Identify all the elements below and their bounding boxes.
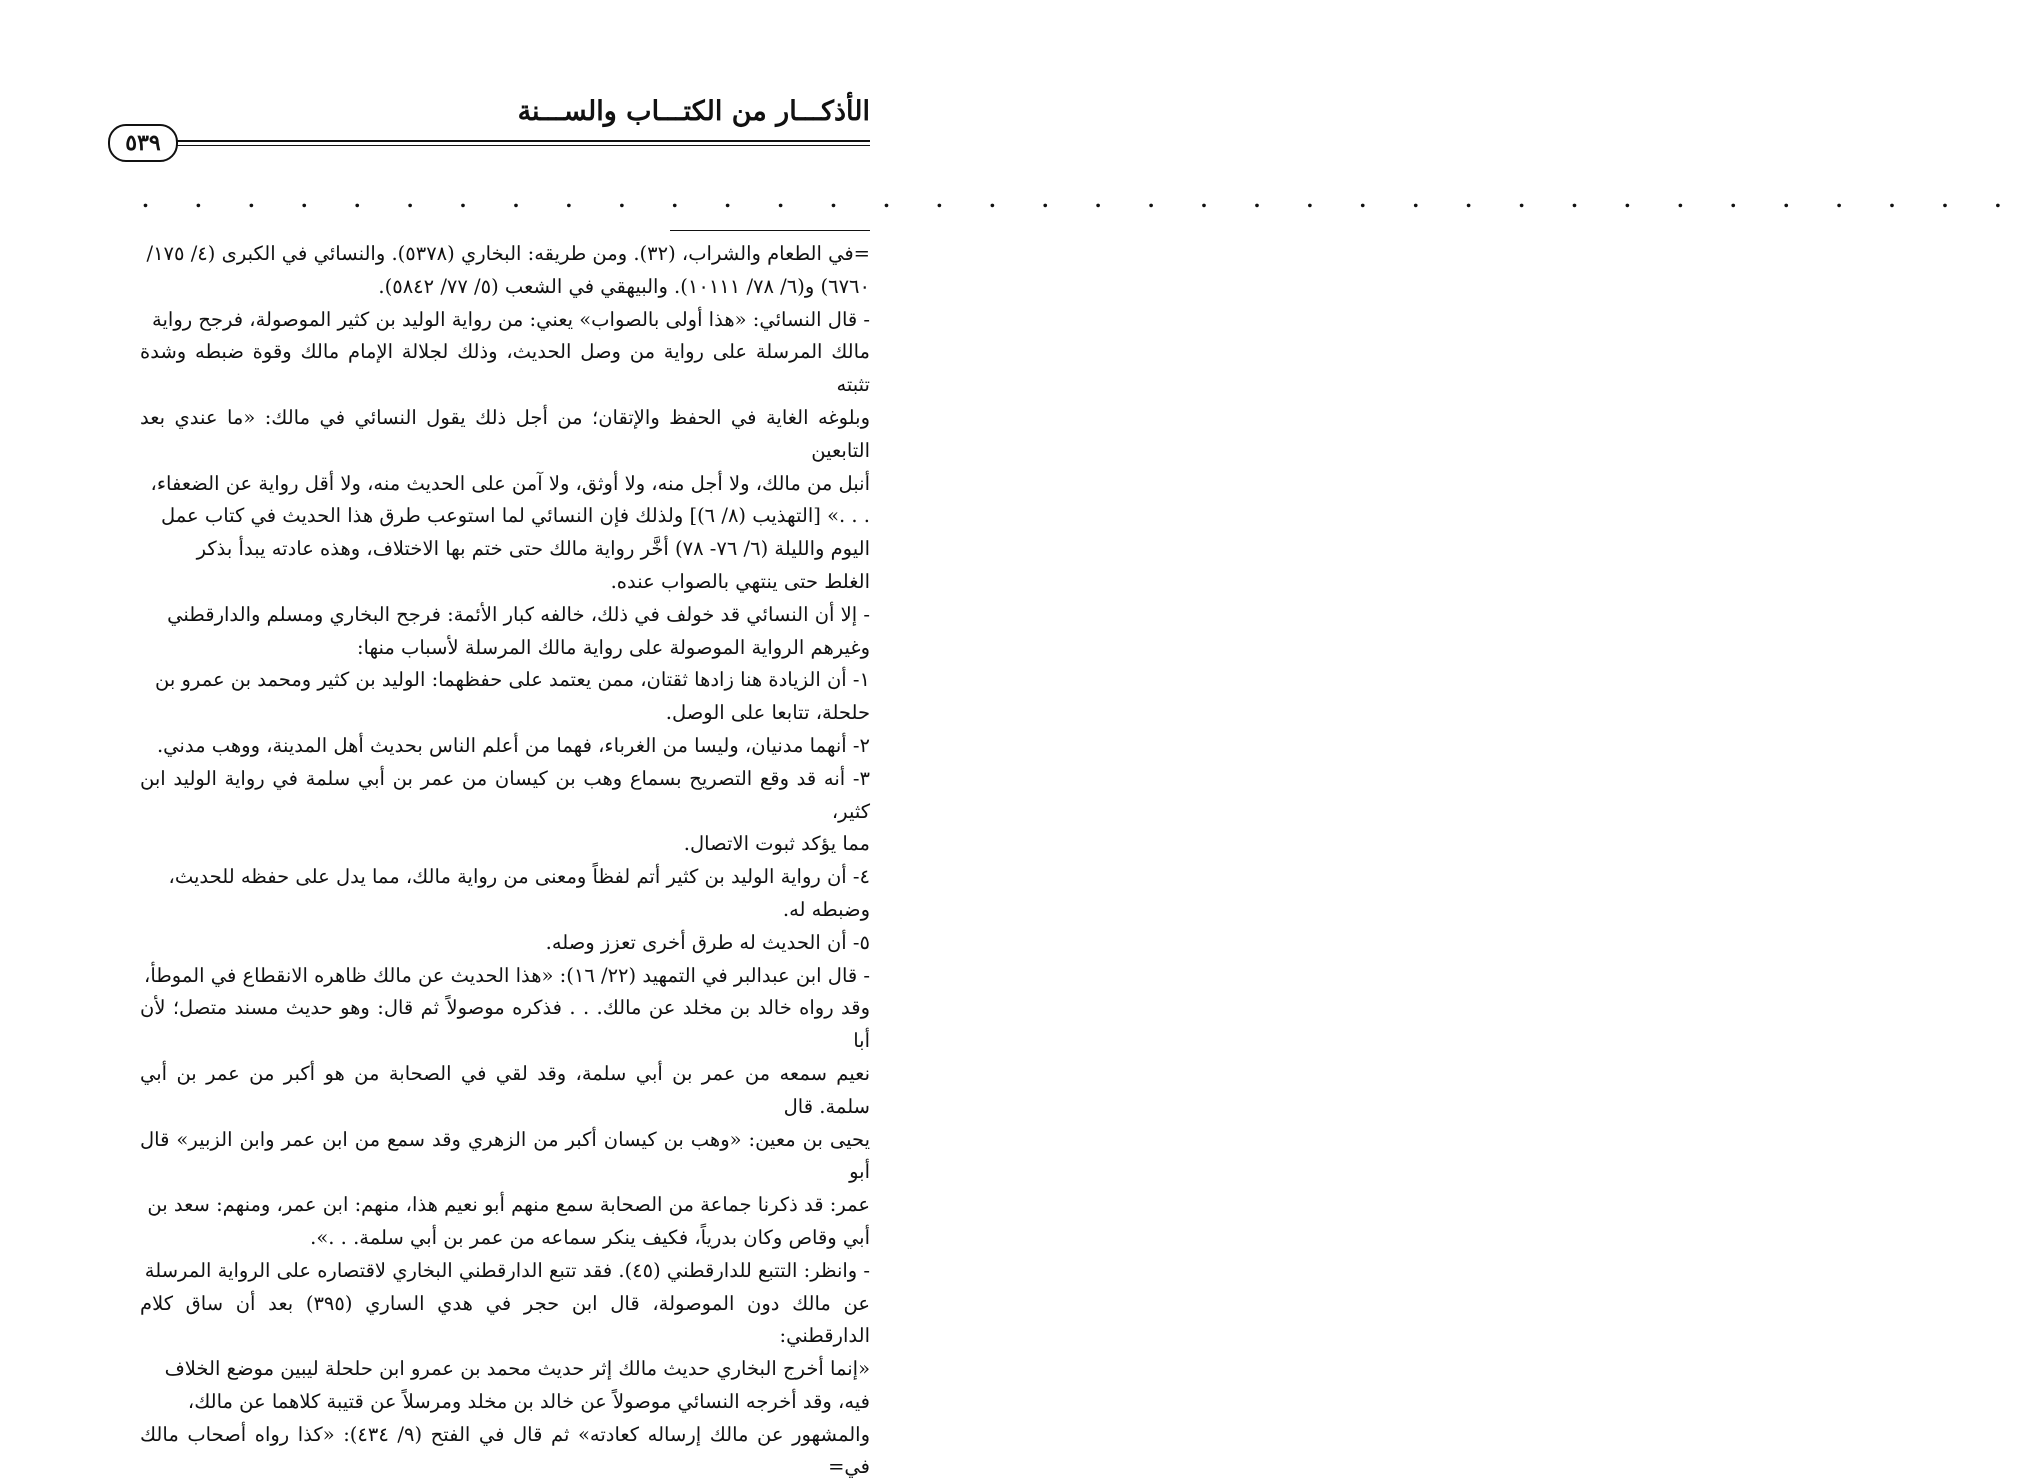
footnote-line: نعيم سمعه من عمر بن أبي سلمة، وقد لقي في الصحابة من هو أكبر من عمر بن أبي سلمة. قال (140, 1061, 870, 1118)
footnote-line: - قال النسائي: «هذا أولى بالصواب» يعني: من رواية الوليد بن كثير الموصولة، فرجح رواية (152, 307, 870, 331)
footnote-text (140, 238, 870, 1484)
header-rule-thick (162, 140, 870, 142)
footnote-line: والمشهور عن مالك إرساله كعادته» ثم قال في الفتح (٩/ ٤٣٤): «كذا رواه أصحاب مالك في= (140, 1422, 870, 1479)
running-title: الأذكـــار من الكتـــاب والســـنة (517, 96, 870, 127)
footnote-line: - وانظر: التتبع للدارقطني (٤٥). فقد تتبع الدارقطني البخاري لاقتصاره على الرواية المرسلة (144, 1258, 870, 1282)
footnote-line: وقد رواه خالد بن مخلد عن مالك. . . فذكره موصولاً ثم قال: وهو حديث مسند متصل؛ لأن أبا (140, 996, 870, 1053)
separator-dots: . . . . . . . . . . . . . . . . . . . . . . . . . . . . . . . . . . . . (142, 188, 2021, 212)
footnote-line: أنبل من مالك، ولا أجل منه، ولا أوثق، ولا آمن على الحديث منه، ولا أقل رواية عن الضعفاء، (150, 471, 870, 495)
footnote-line: - إلا أن النسائي قد خولف في ذلك، خالفه كبار الأئمة: فرجح البخاري ومسلم والدارقطني (167, 602, 870, 626)
header-rule-thin (162, 145, 870, 146)
footnote-line: ٤- أن رواية الوليد بن كثير أتم لفظاً ومعنى من رواية مالك، مما يدل على حفظه للحديث، (168, 865, 870, 889)
footnote-line: مما يؤكد ثبوت الاتصال. (683, 832, 870, 856)
footnote-line: أبي وقاص وكان بدرياً، فكيف ينكر سماعه من عمر بن أبي سلمة. . .». (310, 1225, 870, 1249)
footnote-line: ٥- أن الحديث له طرق أخرى تعزز وصله. (545, 930, 870, 954)
footnote-line: وغيرهم الرواية الموصولة على رواية مالك المرسلة لأسباب منها: (356, 635, 870, 659)
footnote-line: ٦٧٦٠) و(٦/ ٧٨/ ١٠١١١). والبيهقي في الشعب (٥/ ٧٧/ ٥٨٤٢). (378, 274, 870, 298)
footnote-line: يحيى بن معين: «وهب بن كيسان أكبر من الزهري وقد سمع من ابن عمر وابن الزبير» قال أبو (140, 1127, 870, 1184)
footnote-line: . . .» [التهذيب (٨/ ٦)] ولذلك فإن النسائي لما استوعب طرق هذا الحديث في كتاب عمل (160, 504, 870, 528)
footnote-line: «إنما أخرج البخاري حديث مالك إثر حديث محمد بن عمرو ابن حلحلة ليبين موضع الخلاف (164, 1357, 870, 1381)
footnote-line: عمر: قد ذكرنا جماعة من الصحابة سمع منهم أبو نعيم هذا، منهم: ابن عمر، ومنهم: سعد بن (147, 1193, 870, 1217)
footnote-line: وبلوغه الغاية في الحفظ والإتقان؛ من أجل ذلك يقول النسائي في مالك: «ما عندي بعد التابعين (140, 405, 870, 462)
footnote-line: حلحلة، تتابعا على الوصل. (665, 701, 870, 725)
header-rule (162, 140, 870, 148)
footnote-line: الغلط حتى ينتهي بالصواب عنده. (610, 569, 870, 593)
footnote-line: مالك المرسلة على رواية من وصل الحديث، وذلك لجلالة الإمام مالك وقوة ضبطه وشدة تثبته (140, 340, 870, 397)
footnote-line: وضبطه له. (782, 897, 870, 921)
page-number: ٥٣٩ (108, 124, 178, 162)
footnote-line: ٣- أنه قد وقع التصريح بسماع وهب بن كيسان من عمر بن أبي سلمة في رواية الوليد ابن كثير، (140, 766, 870, 823)
footnote-line: - قال ابن عبدالبر في التمهيد (٢٢/ ١٦): «هذا الحديث عن مالك ظاهره الانقطاع في الموطأ، (144, 963, 870, 987)
footnote-line: =في الطعام والشراب، (٣٢). ومن طريقه: البخاري (٥٣٧٨). والنسائي في الكبرى (٤/ ١٧٥/ (146, 242, 870, 265)
footnote-rule (670, 230, 870, 231)
footnote-line: ٢- أنهما مدنيان، وليسا من الغرباء، فهما من أعلم الناس بحديث أهل المدينة، ووهب مدني. (156, 733, 870, 757)
footnote-line: فيه، وقد أخرجه النسائي موصولاً عن خالد بن مخلد ومرسلاً عن قتيبة كلاهما عن مالك، (187, 1389, 870, 1413)
footnote-line: ١- أن الزيادة هنا زادها ثقتان، ممن يعتمد على حفظهما: الوليد بن كثير ومحمد بن عمرو بن (155, 668, 870, 692)
footnote-line: اليوم والليلة (٦/ ٧٦- ٧٨) أخَّر رواية مالك حتى ختم بها الاختلاف، وهذه عادته يبدأ بذكر (196, 537, 870, 561)
footnote-line: عن مالك دون الموصولة، قال ابن حجر في هدي الساري (٣٩٥) بعد أن ساق كلام الدارقطني: (140, 1291, 870, 1348)
